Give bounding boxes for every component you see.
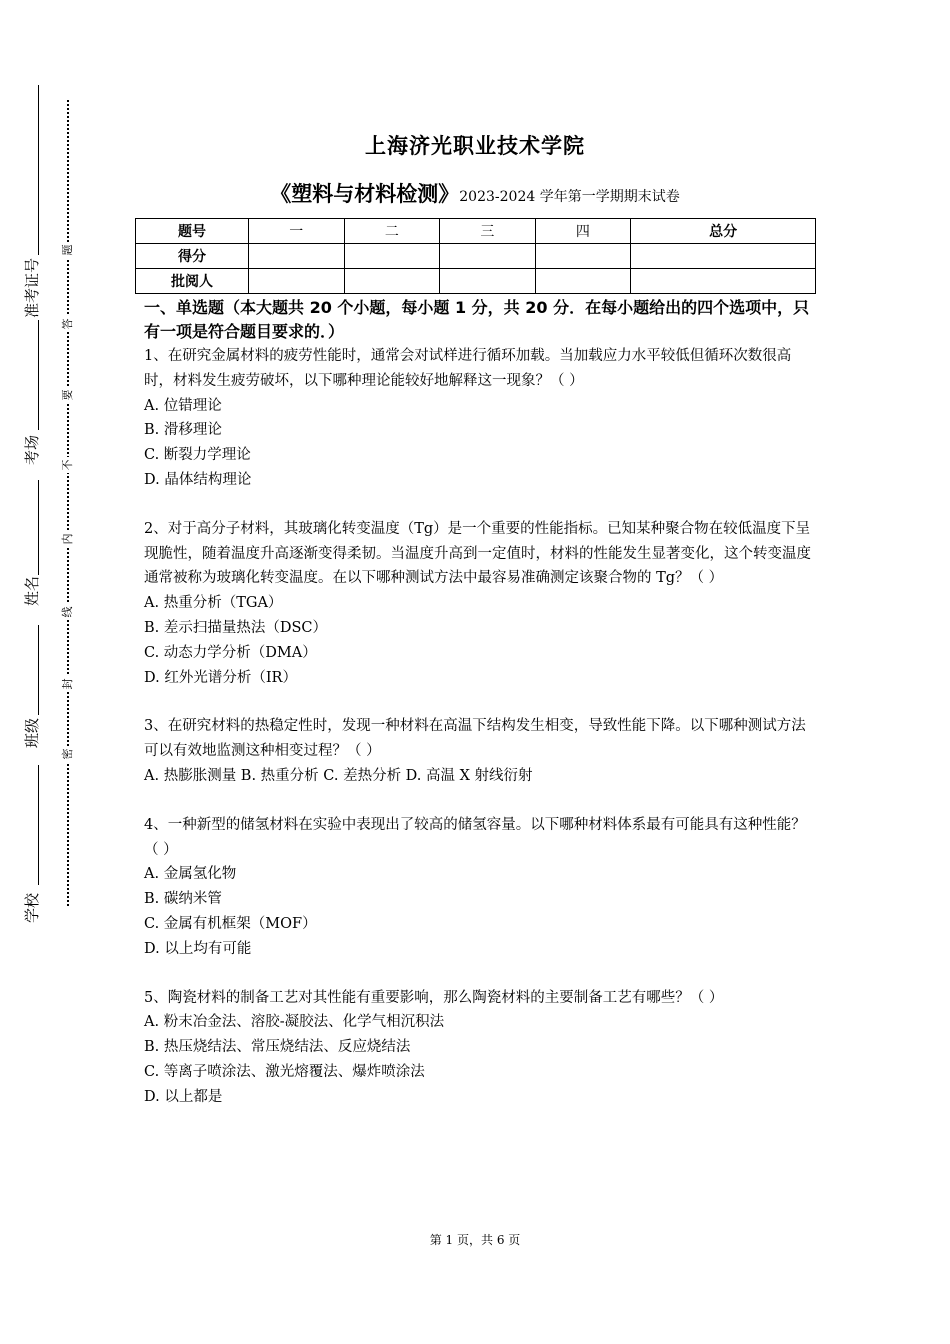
question: [144, 714, 814, 788]
school-label: 学校: [23, 893, 41, 924]
score-cell[interactable]: [440, 244, 536, 269]
seal-dotted-line: [67, 100, 69, 906]
name-line: [38, 480, 39, 575]
question-stem: 3、在研究材料的热稳定性时，发现一种材料在高温下结构发生相变，导致性能下降。以下哪种测试方法可以有效地监测这种相变过程？（ ）: [144, 718, 806, 760]
seal-word: 题: [59, 242, 75, 258]
option: D. 以上均有可能: [144, 940, 252, 957]
reviewer-cell[interactable]: [440, 269, 536, 294]
course-name: 《塑料与材料检测》: [270, 182, 460, 206]
question-stem: 1、在研究金属材料的疲劳性能时，通常会对试样进行循环加载。当加载应力水平较低但循环次数很高时，材料发生疲劳破坏，以下哪种理论能较好地解释这一现象？（ ）: [144, 348, 792, 389]
score-table: [135, 218, 816, 294]
seal-word: 要: [59, 387, 75, 403]
school-name: 上海济光职业技术学院: [365, 134, 585, 158]
reviewer-cell[interactable]: [631, 269, 816, 294]
option: C. 等离子喷涂法、激光熔覆法、爆炸喷涂法: [144, 1063, 425, 1080]
class-line: [38, 625, 39, 715]
score-table-header-row: [136, 219, 816, 244]
seal-word: 不: [59, 457, 75, 473]
score-cell[interactable]: [631, 244, 816, 269]
option: A. 热重分析（TGA）: [144, 595, 283, 612]
page-footer: 第 1 页，共 6 页: [429, 1233, 521, 1247]
table-header-cell: 三: [440, 219, 536, 244]
option: B. 滑移理论: [144, 422, 222, 439]
reviewer-cell[interactable]: [344, 269, 440, 294]
table-header-cell: 二: [344, 219, 440, 244]
question: [144, 517, 814, 691]
option: B. 热压烧结法、常压烧结法、反应烧结法: [144, 1039, 411, 1056]
question: [144, 344, 814, 493]
option: A. 粉末冶金法、溶胶-凝胶法、化学气相沉积法: [144, 1014, 445, 1031]
term-text: 2023-2024 学年第一学期期末试卷: [459, 189, 680, 205]
school-line: [38, 765, 39, 885]
class-label: 班级: [23, 718, 41, 749]
exam-number-label: 准考证号: [23, 257, 41, 318]
question-stem: 5、陶瓷材料的制备工艺对其性能有重要影响，那么陶瓷材料的主要制备工艺有哪些？（ ）: [144, 989, 724, 1006]
option: D. 晶体结构理论: [144, 471, 252, 488]
option: A. 金属氢化物: [144, 866, 237, 883]
option: A. 位错理论: [144, 397, 222, 414]
option: D. 红外光谱分析（IR）: [144, 669, 297, 686]
option: C. 断裂力学理论: [144, 447, 251, 464]
section-title: 一、单选题（本大题共 20 个小题，每小题 1 分，共 20 分．在每小题给出的四个选项中，只有一项是符合题目要求的．）: [144, 298, 810, 341]
score-cell[interactable]: [249, 244, 345, 269]
seal-word: 线: [59, 604, 75, 620]
exam-content: [144, 296, 814, 1110]
table-header-cell: 四: [535, 219, 631, 244]
option: C. 动态力学分析（DMA）: [144, 644, 317, 661]
score-row: [136, 244, 816, 269]
seal-word: 内: [59, 531, 75, 547]
option: B. 碳纳米管: [144, 891, 222, 908]
reviewer-cell[interactable]: [249, 269, 345, 294]
table-header-cell: 一: [249, 219, 345, 244]
question: [144, 986, 814, 1110]
option: A. 热膨胀测量 B. 热重分析 C. 差热分析 D. 高温 X 射线衍射: [144, 767, 533, 784]
exam-number-line: [38, 85, 39, 255]
seal-word: 封: [59, 676, 75, 692]
score-cell[interactable]: [535, 244, 631, 269]
seal-word: 答: [59, 316, 75, 332]
option: D. 以上都是: [144, 1088, 223, 1105]
name-label: 姓名: [23, 576, 41, 607]
row-label: 批阅人: [136, 269, 249, 294]
row-label: 得分: [136, 244, 249, 269]
seal-word: 密: [59, 746, 75, 762]
reviewer-cell[interactable]: [535, 269, 631, 294]
table-header-cell: 总分: [631, 219, 816, 244]
exam-room-line: [38, 320, 39, 430]
question: [144, 813, 814, 962]
table-header-cell: 题号: [136, 219, 249, 244]
exam-room-label: 考场: [23, 435, 41, 466]
exam-title: [0, 178, 950, 208]
option: B. 差示扫描量热法（DSC）: [144, 619, 328, 636]
option: C. 金属有机框架（MOF）: [144, 915, 317, 932]
question-stem: 4、一种新型的储氢材料在实验中表现出了较高的储氢容量。以下哪种材料体系最有可能具有这种性能？（ ）: [144, 816, 806, 858]
reviewer-row: [136, 269, 816, 294]
score-cell[interactable]: [344, 244, 440, 269]
question-stem: 2、对于高分子材料，其玻璃化转变温度（Tg）是一个重要的性能指标。已知某种聚合物在较低温度下呈现脆性，随着温度升高逐渐变得柔韧。当温度升高到一定值时，材料的性能发生显著变化，这个转变温度通常被称为玻璃化转变温度。在以下哪种测试方法中最容易准确测定该聚合物的 Tg？（ ）: [144, 520, 811, 587]
